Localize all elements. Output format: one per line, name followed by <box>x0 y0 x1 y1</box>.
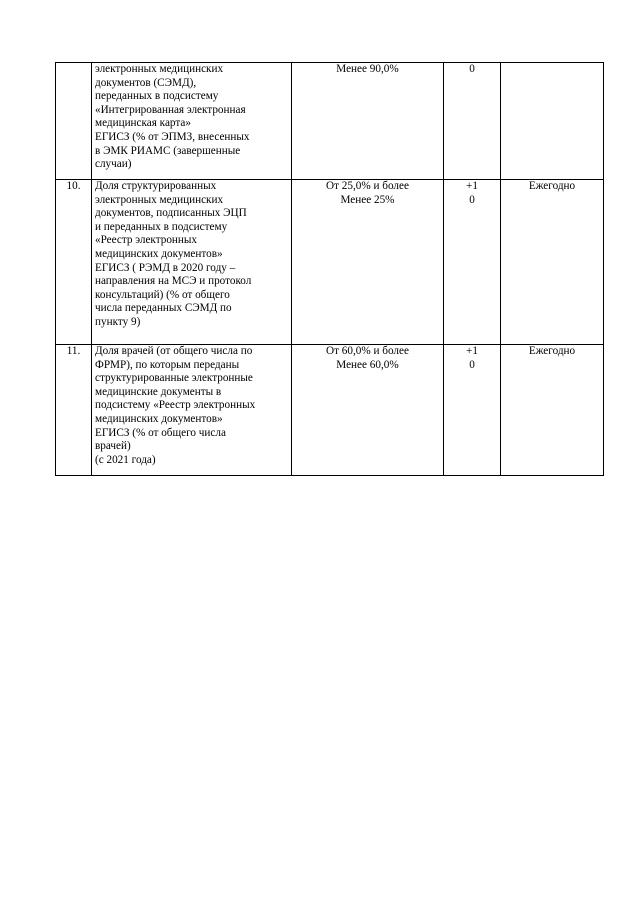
row-number-cell <box>56 63 92 180</box>
row-number-cell: 11. <box>56 345 92 476</box>
indicator-description-cell: Доля врачей (от общего числа по ФРМР), по которым переданы структурированные электронные медицинские документы в подсистему «Реестр электронных медицинских документов» ЕГИСЗ (% от общего числа врачей) (с 2021 года) <box>92 345 292 476</box>
indicator-description-cell: Доля структурированных электронных медицинских документов, подписанных ЭЦП и переданных в подсистему «Реестр электронных медицинских документов» ЕГИСЗ ( РЭМД в 2020 году – направления на МСЭ и протокол консультаций) (% от общего числа переданных СЭМД по пункту 9) <box>92 180 292 345</box>
criteria-cell: Менее 90,0% <box>292 63 444 180</box>
criteria-cell: От 60,0% и более Менее 60,0% <box>292 345 444 476</box>
table-row <box>56 63 604 180</box>
frequency-cell: Ежегодно <box>501 180 604 345</box>
indicator-description-cell: электронных медицинских документов (СЭМД), переданных в подсистему «Интегрированная электронная медицинская карта» ЕГИСЗ (% от ЭПМЗ, внесенных в ЭМК РИАМС (завершенные случаи) <box>92 63 292 180</box>
table-row <box>56 180 604 345</box>
table-row <box>56 345 604 476</box>
indicators-table <box>55 62 604 476</box>
row-number-cell: 10. <box>56 180 92 345</box>
points-cell: 0 <box>444 63 501 180</box>
frequency-cell: Ежегодно <box>501 345 604 476</box>
frequency-cell <box>501 63 604 180</box>
points-cell: +1 0 <box>444 180 501 345</box>
criteria-cell: От 25,0% и более Менее 25% <box>292 180 444 345</box>
points-cell: +1 0 <box>444 345 501 476</box>
